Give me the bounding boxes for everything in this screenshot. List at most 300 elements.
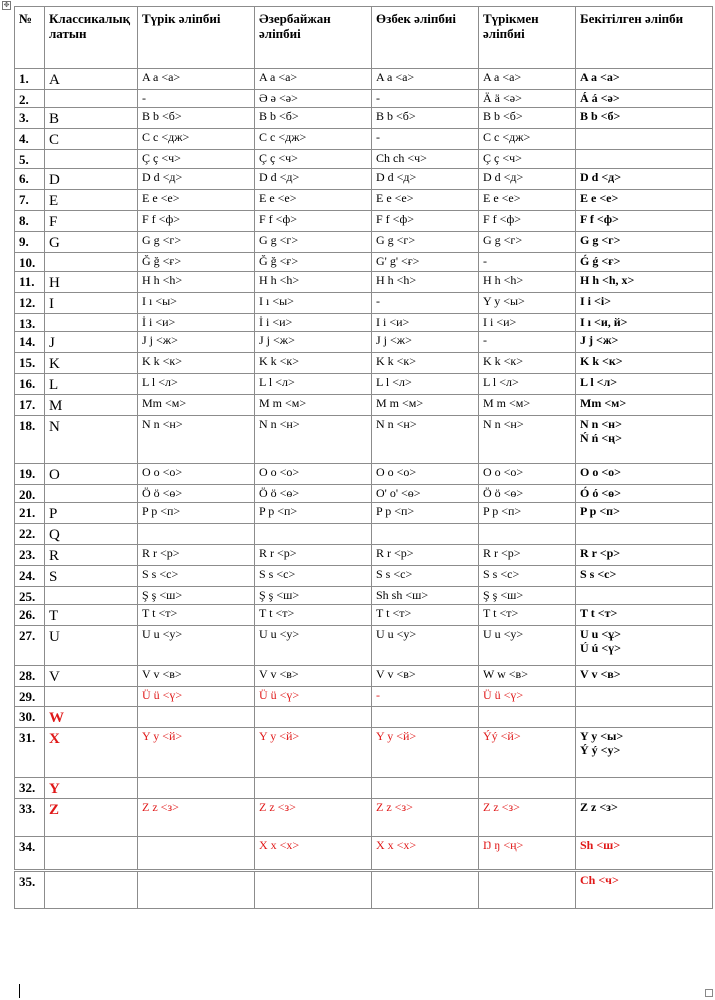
cell-text: Y y <й> bbox=[259, 729, 300, 743]
classical-latin-cell bbox=[45, 293, 138, 314]
cell-text: K k <к> bbox=[483, 354, 524, 368]
turkmen-cell bbox=[479, 778, 576, 799]
cell-text: 33. bbox=[19, 801, 36, 816]
table-move-icon[interactable]: ✥ bbox=[3, 1, 10, 9]
cell-text: 24. bbox=[19, 568, 36, 583]
cell-text: Ü ü <ү> bbox=[483, 688, 524, 702]
table-row bbox=[15, 587, 713, 605]
classical-latin-cell bbox=[45, 626, 138, 666]
turkmen-cell bbox=[479, 374, 576, 395]
turkish-cell bbox=[138, 728, 255, 778]
uzbek-cell bbox=[372, 587, 479, 605]
cell-text: I bbox=[49, 296, 54, 312]
cell-text: B b <б> bbox=[142, 109, 182, 123]
table-row bbox=[15, 626, 713, 666]
cell-text: U u <ұ> bbox=[580, 627, 622, 641]
cell-text: S s <с> bbox=[142, 567, 179, 581]
azerbaijani-cell bbox=[255, 687, 372, 707]
azerbaijani-cell bbox=[255, 524, 372, 545]
cell-text: D bbox=[49, 172, 60, 188]
cell-text: G g <г> bbox=[259, 233, 299, 247]
cell-text: C c <дж> bbox=[259, 130, 307, 144]
row-number-cell bbox=[15, 545, 45, 566]
classical-latin-cell bbox=[45, 587, 138, 605]
resize-handle-icon[interactable] bbox=[705, 989, 713, 997]
approved-cell bbox=[576, 626, 713, 666]
cell-text: E bbox=[49, 193, 59, 209]
classical-latin-cell bbox=[45, 108, 138, 129]
cell-text: N n <н> bbox=[580, 417, 622, 431]
turkish-cell bbox=[138, 374, 255, 395]
cell-text: - bbox=[376, 91, 380, 105]
turkish-cell bbox=[138, 395, 255, 416]
header-approved: Бекітілген әліпби bbox=[576, 7, 713, 69]
cell-text: O o <o> bbox=[580, 465, 622, 479]
cell-text: D d <д> bbox=[483, 170, 524, 184]
table-row bbox=[15, 799, 713, 837]
cell-text: 26. bbox=[19, 607, 36, 622]
row-number-cell bbox=[15, 332, 45, 353]
cell-text: Ç ç <ч> bbox=[483, 151, 522, 165]
turkmen-cell bbox=[479, 211, 576, 232]
cell-text: Ch ch <ч> bbox=[376, 151, 427, 165]
table-row bbox=[15, 353, 713, 374]
cell-text: İ i <и> bbox=[259, 315, 293, 329]
cell-text: 1. bbox=[19, 71, 29, 86]
row-number-cell bbox=[15, 566, 45, 587]
classical-latin-cell bbox=[45, 374, 138, 395]
azerbaijani-cell bbox=[255, 605, 372, 626]
cell-text: P p <п> bbox=[142, 504, 181, 518]
uzbek-cell bbox=[372, 353, 479, 374]
cell-text: Ŋ ŋ <ң> bbox=[483, 838, 524, 852]
approved-cell bbox=[576, 687, 713, 707]
cell-text: F f <ф> bbox=[376, 212, 414, 226]
cell-text: A a <a> bbox=[483, 70, 522, 84]
row-number-cell bbox=[15, 464, 45, 485]
table-row bbox=[15, 545, 713, 566]
turkish-cell bbox=[138, 837, 255, 871]
azerbaijani-cell bbox=[255, 566, 372, 587]
table-row bbox=[15, 871, 713, 909]
turkmen-cell bbox=[479, 871, 576, 909]
cell-text: D d <д> bbox=[142, 170, 183, 184]
uzbek-cell bbox=[372, 524, 479, 545]
turkmen-cell bbox=[479, 232, 576, 253]
cell-text: J j <ж> bbox=[142, 333, 178, 347]
approved-cell bbox=[576, 605, 713, 626]
turkish-cell bbox=[138, 464, 255, 485]
cell-text: X x <х> bbox=[259, 838, 300, 852]
cell-text: F f <ф> bbox=[580, 212, 619, 226]
cell-text: I i <i> bbox=[580, 294, 612, 308]
table-row bbox=[15, 69, 713, 90]
row-number-cell bbox=[15, 190, 45, 211]
cell-text: K bbox=[49, 356, 60, 372]
header-turkish: Түрік әліпбиі bbox=[138, 7, 255, 69]
row-number-cell bbox=[15, 605, 45, 626]
row-number-cell bbox=[15, 871, 45, 909]
cell-text: T t <т> bbox=[580, 606, 618, 620]
table-row bbox=[15, 129, 713, 150]
cell-text: O o <o> bbox=[376, 465, 417, 479]
cell-text: M m <м> bbox=[376, 396, 424, 410]
turkmen-cell bbox=[479, 464, 576, 485]
cell-text: R r <р> bbox=[580, 546, 621, 560]
approved-cell bbox=[576, 778, 713, 799]
cell-text: Y y <ы> bbox=[483, 294, 525, 308]
cell-text: E e <е> bbox=[580, 191, 619, 205]
approved-cell bbox=[576, 69, 713, 90]
azerbaijani-cell bbox=[255, 545, 372, 566]
turkmen-cell bbox=[479, 169, 576, 190]
turkish-cell bbox=[138, 587, 255, 605]
cell-text: L l <л> bbox=[483, 375, 519, 389]
approved-cell bbox=[576, 395, 713, 416]
table-row bbox=[15, 416, 713, 464]
turkish-cell bbox=[138, 687, 255, 707]
cell-text: Ä ä <ə> bbox=[483, 91, 522, 105]
azerbaijani-cell bbox=[255, 395, 372, 416]
row-number-cell bbox=[15, 626, 45, 666]
cell-text: F f <ф> bbox=[259, 212, 297, 226]
cell-text: A a <a> bbox=[580, 70, 620, 84]
turkish-cell bbox=[138, 190, 255, 211]
row-number-cell bbox=[15, 211, 45, 232]
cell-text: X bbox=[49, 731, 60, 747]
approved-cell bbox=[576, 314, 713, 332]
cell-text: E e <е> bbox=[376, 191, 414, 205]
cell-text: Ýý <й> bbox=[483, 729, 521, 743]
cell-text: Z z <з> bbox=[376, 800, 413, 814]
cell-text: 11. bbox=[19, 274, 35, 289]
turkmen-cell bbox=[479, 605, 576, 626]
classical-latin-cell bbox=[45, 666, 138, 687]
row-number-cell bbox=[15, 150, 45, 169]
cell-text: R r <р> bbox=[259, 546, 297, 560]
cell-text: O o <o> bbox=[259, 465, 300, 479]
cell-text: G bbox=[49, 235, 60, 251]
classical-latin-cell bbox=[45, 464, 138, 485]
row-number-cell bbox=[15, 587, 45, 605]
uzbek-cell bbox=[372, 626, 479, 666]
uzbek-cell bbox=[372, 503, 479, 524]
approved-cell bbox=[576, 464, 713, 485]
turkmen-cell bbox=[479, 799, 576, 837]
cell-text: 9. bbox=[19, 234, 29, 249]
azerbaijani-cell bbox=[255, 707, 372, 728]
cell-text: D d <д> bbox=[580, 170, 622, 184]
uzbek-cell bbox=[372, 687, 479, 707]
classical-latin-cell bbox=[45, 272, 138, 293]
turkish-cell bbox=[138, 524, 255, 545]
cell-text: V v <в> bbox=[259, 667, 299, 681]
azerbaijani-cell bbox=[255, 272, 372, 293]
classical-latin-cell bbox=[45, 687, 138, 707]
cell-text: Ch <ч> bbox=[580, 873, 619, 887]
turkish-cell bbox=[138, 150, 255, 169]
cell-text: C c <дж> bbox=[142, 130, 190, 144]
table-row bbox=[15, 485, 713, 503]
turkish-cell bbox=[138, 353, 255, 374]
cell-text: O o <o> bbox=[142, 465, 183, 479]
classical-latin-cell bbox=[45, 605, 138, 626]
cell-text: B bbox=[49, 111, 60, 127]
classical-latin-cell bbox=[45, 150, 138, 169]
cell-text: L l <л> bbox=[142, 375, 178, 389]
table-row bbox=[15, 566, 713, 587]
cell-text: 29. bbox=[19, 689, 36, 704]
cell-text: Sh sh <ш> bbox=[376, 588, 429, 602]
cell-text: H h <h> bbox=[483, 273, 524, 287]
turkmen-cell bbox=[479, 150, 576, 169]
header-classical-latin: Классикалық латын bbox=[45, 7, 138, 69]
row-number-cell bbox=[15, 374, 45, 395]
cell-text: B b <б> bbox=[483, 109, 523, 123]
cell-text: 19. bbox=[19, 466, 36, 481]
cell-text: F bbox=[49, 214, 58, 230]
approved-cell bbox=[576, 728, 713, 778]
row-number-cell bbox=[15, 485, 45, 503]
row-number-cell bbox=[15, 503, 45, 524]
uzbek-cell bbox=[372, 395, 479, 416]
cell-text: Ó ó <ө> bbox=[580, 486, 622, 500]
cell-text: A a <a> bbox=[259, 70, 298, 84]
cell-text: - bbox=[483, 333, 487, 347]
turkish-cell bbox=[138, 626, 255, 666]
row-number-cell bbox=[15, 108, 45, 129]
turkish-cell bbox=[138, 211, 255, 232]
cell-text: Ü ü <ү> bbox=[259, 688, 300, 702]
approved-cell bbox=[576, 353, 713, 374]
cell-text: P p <п> bbox=[259, 504, 298, 518]
cell-text: G g <г> bbox=[142, 233, 182, 247]
cell-text: Ö ö <ө> bbox=[142, 486, 183, 500]
cell-text: Sh <ш> bbox=[580, 838, 621, 852]
azerbaijani-cell bbox=[255, 374, 372, 395]
cell-text: Ə ə <ə> bbox=[259, 91, 298, 105]
cell-text: B b <б> bbox=[580, 109, 621, 123]
turkish-cell bbox=[138, 707, 255, 728]
cell-text: E e <е> bbox=[259, 191, 297, 205]
table-row bbox=[15, 395, 713, 416]
turkish-cell bbox=[138, 778, 255, 799]
cell-text: 25. bbox=[19, 589, 36, 604]
cell-text: Ğ ğ <ғ> bbox=[259, 254, 299, 268]
uzbek-cell bbox=[372, 272, 479, 293]
turkmen-cell bbox=[479, 687, 576, 707]
approved-cell bbox=[576, 416, 713, 464]
cell-text: 6. bbox=[19, 171, 29, 186]
cell-text: A a <a> bbox=[376, 70, 415, 84]
cell-text: Y y <й> bbox=[376, 729, 417, 743]
uzbek-cell bbox=[372, 545, 479, 566]
table-row bbox=[15, 169, 713, 190]
azerbaijani-cell bbox=[255, 314, 372, 332]
turkmen-cell bbox=[479, 503, 576, 524]
table-row bbox=[15, 707, 713, 728]
azerbaijani-cell bbox=[255, 871, 372, 909]
cell-text: 31. bbox=[19, 730, 36, 745]
azerbaijani-cell bbox=[255, 211, 372, 232]
approved-cell bbox=[576, 293, 713, 314]
azerbaijani-cell bbox=[255, 253, 372, 272]
classical-latin-cell bbox=[45, 503, 138, 524]
turkmen-cell bbox=[479, 395, 576, 416]
turkmen-cell bbox=[479, 545, 576, 566]
cell-text: 23. bbox=[19, 547, 36, 562]
cell-text: 2. bbox=[19, 92, 29, 107]
cell-text: 4. bbox=[19, 131, 29, 146]
approved-cell bbox=[576, 272, 713, 293]
row-number-cell bbox=[15, 416, 45, 464]
cell-text: Ö ö <ө> bbox=[483, 486, 524, 500]
cell-text: R r <р> bbox=[483, 546, 521, 560]
cell-text: Ğ ğ <ғ> bbox=[142, 254, 182, 268]
cell-text: M m <м> bbox=[483, 396, 531, 410]
azerbaijani-cell bbox=[255, 503, 372, 524]
classical-latin-cell bbox=[45, 190, 138, 211]
cell-text: 21. bbox=[19, 505, 36, 520]
header-uzbek: Өзбек әліпбиі bbox=[372, 7, 479, 69]
approved-cell bbox=[576, 566, 713, 587]
uzbek-cell bbox=[372, 232, 479, 253]
uzbek-cell bbox=[372, 871, 479, 909]
header-azerbaijani: Әзербайжан әліпбиі bbox=[255, 7, 372, 69]
cell-text: Ç ç <ч> bbox=[259, 151, 298, 165]
row-number-cell bbox=[15, 666, 45, 687]
turkmen-cell bbox=[479, 587, 576, 605]
cell-text: Ö ö <ө> bbox=[259, 486, 300, 500]
table-row bbox=[15, 332, 713, 353]
cell-text: L l <л> bbox=[376, 375, 412, 389]
table-row bbox=[15, 666, 713, 687]
cell-text: Z z <з> bbox=[580, 800, 618, 814]
cell-text: L bbox=[49, 377, 59, 393]
cell-text: G g <г> bbox=[580, 233, 621, 247]
turkish-cell bbox=[138, 129, 255, 150]
row-number-cell bbox=[15, 169, 45, 190]
cell-text: Y y <ы> bbox=[580, 729, 624, 743]
cell-text: Z z <з> bbox=[259, 800, 296, 814]
approved-cell bbox=[576, 707, 713, 728]
table-row bbox=[15, 728, 713, 778]
cell-text-second-line: Ń ń <ң> bbox=[580, 431, 622, 445]
cell-text: 10. bbox=[19, 255, 36, 270]
table-row bbox=[15, 253, 713, 272]
row-number-cell bbox=[15, 353, 45, 374]
cell-text: E e <е> bbox=[483, 191, 521, 205]
cell-text: Ş ş <ш> bbox=[483, 588, 524, 602]
cell-text: U u <у> bbox=[376, 627, 417, 641]
cell-text: M bbox=[49, 398, 63, 414]
cell-text: - bbox=[376, 688, 380, 702]
cell-text: I ı <и, й> bbox=[580, 315, 628, 329]
cell-text: 34. bbox=[19, 839, 36, 854]
cell-text: 32. bbox=[19, 780, 36, 795]
cell-text: 18. bbox=[19, 418, 36, 433]
turkish-cell bbox=[138, 293, 255, 314]
cell-text-second-line: Ú ú <ү> bbox=[580, 641, 622, 655]
cell-text: - bbox=[483, 254, 487, 268]
approved-cell bbox=[576, 503, 713, 524]
cell-text: Mm <м> bbox=[142, 396, 187, 410]
cell-text: L l <л> bbox=[259, 375, 295, 389]
cell-text: - bbox=[376, 130, 380, 144]
row-number-cell bbox=[15, 253, 45, 272]
alphabet-comparison-table bbox=[14, 6, 713, 909]
cell-text: P p <п> bbox=[580, 504, 620, 518]
turkish-cell bbox=[138, 314, 255, 332]
uzbek-cell bbox=[372, 728, 479, 778]
cell-text: İ i <и> bbox=[142, 315, 176, 329]
turkish-cell bbox=[138, 69, 255, 90]
turkish-cell bbox=[138, 169, 255, 190]
classical-latin-cell bbox=[45, 485, 138, 503]
cell-text: C bbox=[49, 132, 60, 148]
cell-text: T bbox=[49, 608, 59, 624]
cell-text: Á á <ə> bbox=[580, 91, 620, 105]
azerbaijani-cell bbox=[255, 190, 372, 211]
cell-text: G g <г> bbox=[483, 233, 523, 247]
table-row bbox=[15, 293, 713, 314]
turkish-cell bbox=[138, 108, 255, 129]
table-row bbox=[15, 90, 713, 108]
classical-latin-cell bbox=[45, 395, 138, 416]
cell-text: W w <в> bbox=[483, 667, 528, 681]
cell-text: F f <ф> bbox=[142, 212, 180, 226]
turkmen-cell bbox=[479, 707, 576, 728]
turkmen-cell bbox=[479, 253, 576, 272]
approved-cell bbox=[576, 129, 713, 150]
turkish-cell bbox=[138, 232, 255, 253]
cell-text: R r <р> bbox=[142, 546, 180, 560]
cell-text: C c <дж> bbox=[483, 130, 531, 144]
cell-text: Ş ş <ш> bbox=[259, 588, 300, 602]
cell-text: E e <е> bbox=[142, 191, 180, 205]
cell-text: M m <м> bbox=[259, 396, 307, 410]
cell-text: T t <т> bbox=[483, 606, 519, 620]
azerbaijani-cell bbox=[255, 485, 372, 503]
cell-text: O bbox=[49, 467, 60, 483]
azerbaijani-cell bbox=[255, 150, 372, 169]
turkmen-cell bbox=[479, 416, 576, 464]
approved-cell bbox=[576, 150, 713, 169]
approved-cell bbox=[576, 232, 713, 253]
turkmen-cell bbox=[479, 566, 576, 587]
approved-cell bbox=[576, 190, 713, 211]
cell-text: U bbox=[49, 629, 60, 645]
uzbek-cell bbox=[372, 374, 479, 395]
cell-text: I i <и> bbox=[483, 315, 517, 329]
table-row bbox=[15, 605, 713, 626]
classical-latin-cell bbox=[45, 353, 138, 374]
table-row bbox=[15, 837, 713, 871]
cell-text: S s <с> bbox=[580, 567, 617, 581]
cell-text: S bbox=[49, 569, 58, 585]
cell-text: Z z <з> bbox=[142, 800, 179, 814]
cell-text: 5. bbox=[19, 152, 29, 167]
uzbek-cell bbox=[372, 416, 479, 464]
azerbaijani-cell bbox=[255, 108, 372, 129]
row-number-cell bbox=[15, 293, 45, 314]
turkish-cell bbox=[138, 666, 255, 687]
cell-text: 17. bbox=[19, 397, 36, 412]
turkmen-cell bbox=[479, 190, 576, 211]
cell-text: A bbox=[49, 72, 60, 88]
approved-cell bbox=[576, 485, 713, 503]
uzbek-cell bbox=[372, 666, 479, 687]
